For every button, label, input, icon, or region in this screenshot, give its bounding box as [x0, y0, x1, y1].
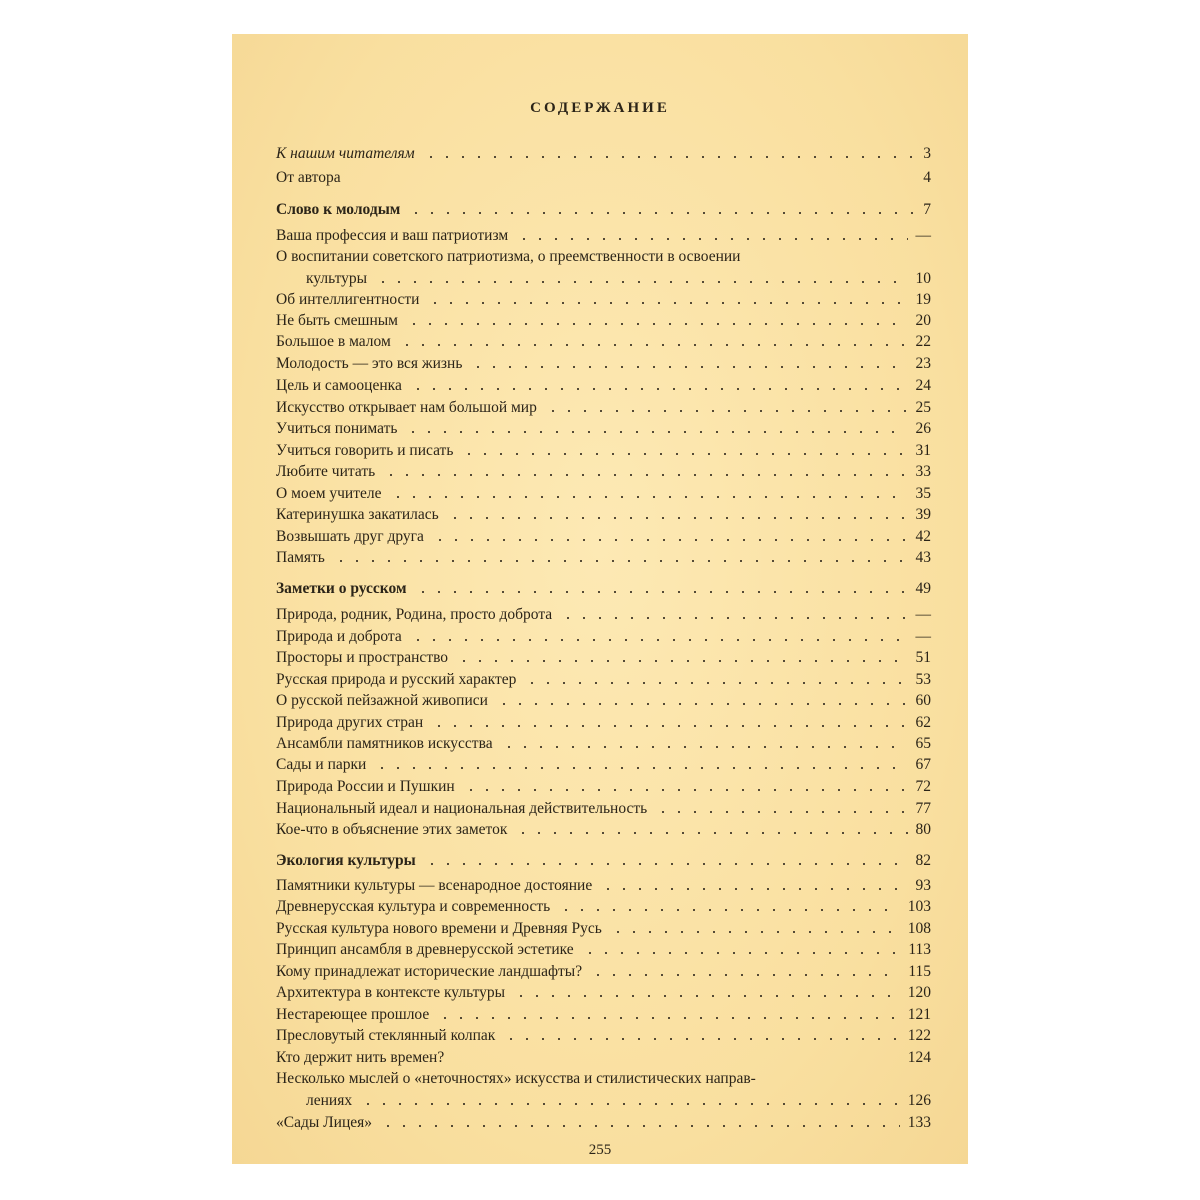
dot-leader [470, 366, 907, 368]
toc-entry-page: 23 [915, 355, 931, 372]
toc-entry-page: 42 [915, 528, 931, 545]
toc-entry-page: 67 [915, 756, 931, 773]
dot-leader [399, 344, 908, 346]
toc-entry [276, 755, 931, 777]
dot-leader [560, 617, 907, 619]
toc-entry [276, 962, 931, 984]
toc-entry-title: Катеринушка закатилась [276, 506, 439, 523]
toc-entry [276, 1048, 931, 1070]
toc-entry-page: 126 [907, 1092, 931, 1109]
toc-entry-title-line1: Несколько мыслей о «неточностях» искусства и стилистических направ- [276, 1070, 756, 1087]
toc-entry [276, 627, 931, 649]
toc-entry-title: Ваша профессия и ваш патриотизм [276, 227, 509, 244]
toc-entry [276, 919, 931, 941]
toc-entry-page: 103 [907, 898, 931, 915]
dot-leader [456, 660, 907, 662]
dot-leader [380, 1125, 900, 1127]
toc-entry [276, 505, 931, 527]
toc-entry [276, 648, 931, 670]
toc-entry-page: 19 [915, 291, 931, 308]
toc-entry-title-line1: О воспитании советского патриотизма, о преемственности в освоении [276, 248, 741, 265]
toc-entry-title: Слово к молодым [276, 201, 401, 218]
toc-entry-page: 7 [923, 201, 931, 218]
toc-entry-page: 33 [915, 463, 931, 480]
toc-entry [276, 897, 931, 919]
toc-entry-title: Просторы и пространство [276, 649, 449, 666]
toc-entry [276, 876, 931, 898]
dot-leader [333, 560, 908, 562]
toc-entry [276, 462, 931, 484]
toc-entry-page: 39 [915, 506, 931, 523]
dot-leader [375, 281, 907, 283]
toc-entry-page: 113 [908, 941, 931, 958]
dot-leader [431, 725, 907, 727]
toc-entry-title-line2: лениях [306, 1092, 353, 1109]
toc-entry-title: Принцип ансамбля в древнерусской эстетике [276, 941, 574, 958]
dot-leader [496, 703, 908, 705]
dot-leader [390, 496, 908, 498]
book-page [232, 34, 968, 1164]
toc-entry [276, 548, 931, 570]
dot-leader [461, 453, 907, 455]
toc-entry [276, 441, 931, 463]
toc-entry-title: Древнерусская культура и современность [276, 898, 551, 915]
toc-entry-page: 43 [915, 549, 931, 566]
toc-entry-page: 49 [915, 580, 931, 597]
toc-entry-title: О моем учителе [276, 485, 382, 502]
toc-entry-title: Национальный идеал и национальная действительность [276, 800, 648, 817]
dot-leader [383, 474, 907, 476]
dot-leader [545, 410, 908, 412]
dot-leader [610, 931, 900, 933]
toc-entry [276, 1026, 931, 1048]
toc-entry-page: 72 [915, 778, 931, 795]
dot-leader [655, 811, 907, 813]
toc-entry [276, 311, 931, 333]
toc-entry-page: 60 [915, 692, 931, 709]
dot-leader [423, 156, 916, 158]
dot-leader [503, 1038, 899, 1040]
toc-entry [276, 983, 931, 1005]
dot-leader [408, 212, 915, 214]
toc-entry-title: Пресловутый стеклянный колпак [276, 1027, 496, 1044]
toc-entry [276, 670, 931, 692]
toc-entry-title: Русская природа и русский характер [276, 671, 517, 688]
toc-entry-title: Архитектура в контексте культуры [276, 984, 506, 1001]
toc-entry-title: «Сады Лицея» [276, 1114, 373, 1131]
dot-leader [427, 302, 907, 304]
toc-entry-title: Не быть смешным [276, 312, 398, 329]
toc-entry-page: 124 [907, 1049, 931, 1066]
dot-leader [415, 591, 908, 593]
toc-entry-page: 77 [915, 800, 931, 817]
page-number: 255 [588, 1142, 612, 1158]
dot-leader [515, 832, 907, 834]
toc-entry-page: — [915, 227, 931, 244]
dot-leader [410, 639, 908, 641]
dot-leader [405, 431, 907, 433]
dot-leader [360, 1103, 900, 1105]
toc-entry [276, 354, 931, 376]
toc-entry-title: Экология культуры [276, 852, 416, 869]
toc-entry-title: Кто держит нить времен? [276, 1049, 445, 1066]
toc-entry-page: 25 [915, 399, 931, 416]
toc-entry-page: 121 [907, 1006, 931, 1023]
toc-entry-title: Сады и парки [276, 756, 367, 773]
dot-leader [447, 517, 908, 519]
dot-leader [424, 863, 908, 865]
toc-entry-page: 10 [915, 270, 931, 287]
toc-entry [276, 1069, 931, 1113]
toc-entry-page: 20 [915, 312, 931, 329]
toc-entry [276, 398, 931, 420]
dot-leader [432, 539, 908, 541]
toc-entry-page: 133 [907, 1114, 931, 1131]
toc-entry-title: Возвышать друг друга [276, 528, 424, 545]
toc-entry-title: Молодость — это вся жизнь [276, 355, 463, 372]
toc-entry-title: От автора [276, 169, 341, 186]
toc-entry [276, 290, 931, 312]
toc-entry-page: 65 [915, 735, 931, 752]
toc-section-heading [276, 200, 931, 222]
toc-entry-page: 82 [915, 852, 931, 869]
dot-leader [374, 767, 907, 769]
dot-leader [516, 238, 907, 240]
toc-entry-title: Природа и доброта [276, 628, 402, 645]
toc-entry [276, 484, 931, 506]
dot-leader [410, 388, 908, 390]
toc-entry [276, 940, 931, 962]
toc-entry-page: 115 [908, 963, 931, 980]
toc-entry-title: Об интеллигентности [276, 291, 420, 308]
dot-leader [558, 909, 900, 911]
toc-entry [276, 247, 931, 291]
toc-entry-page: — [915, 606, 931, 623]
dot-leader [513, 995, 900, 997]
toc-entry-page: 120 [907, 984, 931, 1001]
toc-entry-title: Ансамбли памятников искусства [276, 735, 493, 752]
toc-entry-title: Учиться понимать [276, 420, 398, 437]
toc-entry-page: 122 [907, 1027, 931, 1044]
toc-entry [276, 1005, 931, 1027]
toc-section-heading [276, 851, 931, 873]
toc-entry [276, 799, 931, 821]
toc-entry-title: Цель и самооценка [276, 377, 402, 394]
toc-entry-title: Памятники культуры — всенародное достояние [276, 877, 593, 894]
toc-entry-title: Кому принадлежат исторические ландшафты? [276, 963, 583, 980]
toc-entry [276, 713, 931, 735]
toc-entry [276, 777, 931, 799]
toc-entry [276, 226, 931, 248]
toc-entry [276, 691, 931, 713]
toc-entry-title: Память [276, 549, 325, 566]
toc-entry-title: Искусство открывает нам большой мир [276, 399, 537, 416]
toc-entry [276, 820, 931, 842]
toc-entry-page: — [915, 628, 931, 645]
toc-entry [276, 605, 931, 627]
toc-entry-page: 53 [915, 671, 931, 688]
toc-entry [276, 168, 931, 190]
toc-entry-page: 24 [915, 377, 931, 394]
toc-entry [276, 144, 931, 166]
toc-entry [276, 332, 931, 354]
toc-entry-title: Кое-что в объяснение этих заметок [276, 821, 508, 838]
toc-entry-page: 22 [915, 333, 931, 350]
dot-leader [582, 952, 901, 954]
toc-entry-title: Любите читать [276, 463, 376, 480]
toc-entry-title: Нестареющее прошлое [276, 1006, 430, 1023]
dot-leader [437, 1017, 900, 1019]
toc-section-heading [276, 579, 931, 601]
toc-entry-title: Большое в малом [276, 333, 391, 350]
toc-entry-page: 108 [907, 920, 931, 937]
toc-entry [276, 419, 931, 441]
toc-entry-title: К нашим читателям [276, 145, 415, 162]
toc-entry-title: Русская культура нового времени и Древняя Русь [276, 920, 602, 937]
toc-entry [276, 734, 931, 756]
toc-entry-title: Природа России и Пушкин [276, 778, 455, 795]
toc-entry [276, 1113, 931, 1135]
toc-entry-page: 80 [915, 821, 931, 838]
toc-entry-page: 3 [923, 145, 931, 162]
dot-leader [600, 888, 907, 890]
toc-entry-page: 62 [915, 714, 931, 731]
toc-entry-page: 35 [915, 485, 931, 502]
toc-entry [276, 376, 931, 398]
toc-entry-page: 93 [915, 877, 931, 894]
toc-entry-page: 26 [915, 420, 931, 437]
dot-leader [463, 789, 908, 791]
toc-entry [276, 527, 931, 549]
dot-leader [524, 682, 907, 684]
toc-entry-title: Природа, родник, Родина, просто доброта [276, 606, 553, 623]
dot-leader [406, 323, 908, 325]
dot-leader [501, 746, 908, 748]
toc-entry-title-line2: культуры [306, 270, 368, 287]
toc-entry-title: Учиться говорить и писать [276, 442, 454, 459]
toc-entry-page: 51 [915, 649, 931, 666]
toc-entry-page: 4 [923, 169, 931, 186]
toc-entry-title: О русской пейзажной живописи [276, 692, 488, 709]
page-title: СОДЕРЖАНИЕ [530, 100, 670, 116]
toc-entry-page: 31 [915, 442, 931, 459]
toc-entry-title: Заметки о русском [276, 580, 407, 597]
toc-entry-title: Природа других стран [276, 714, 424, 731]
dot-leader [590, 974, 900, 976]
